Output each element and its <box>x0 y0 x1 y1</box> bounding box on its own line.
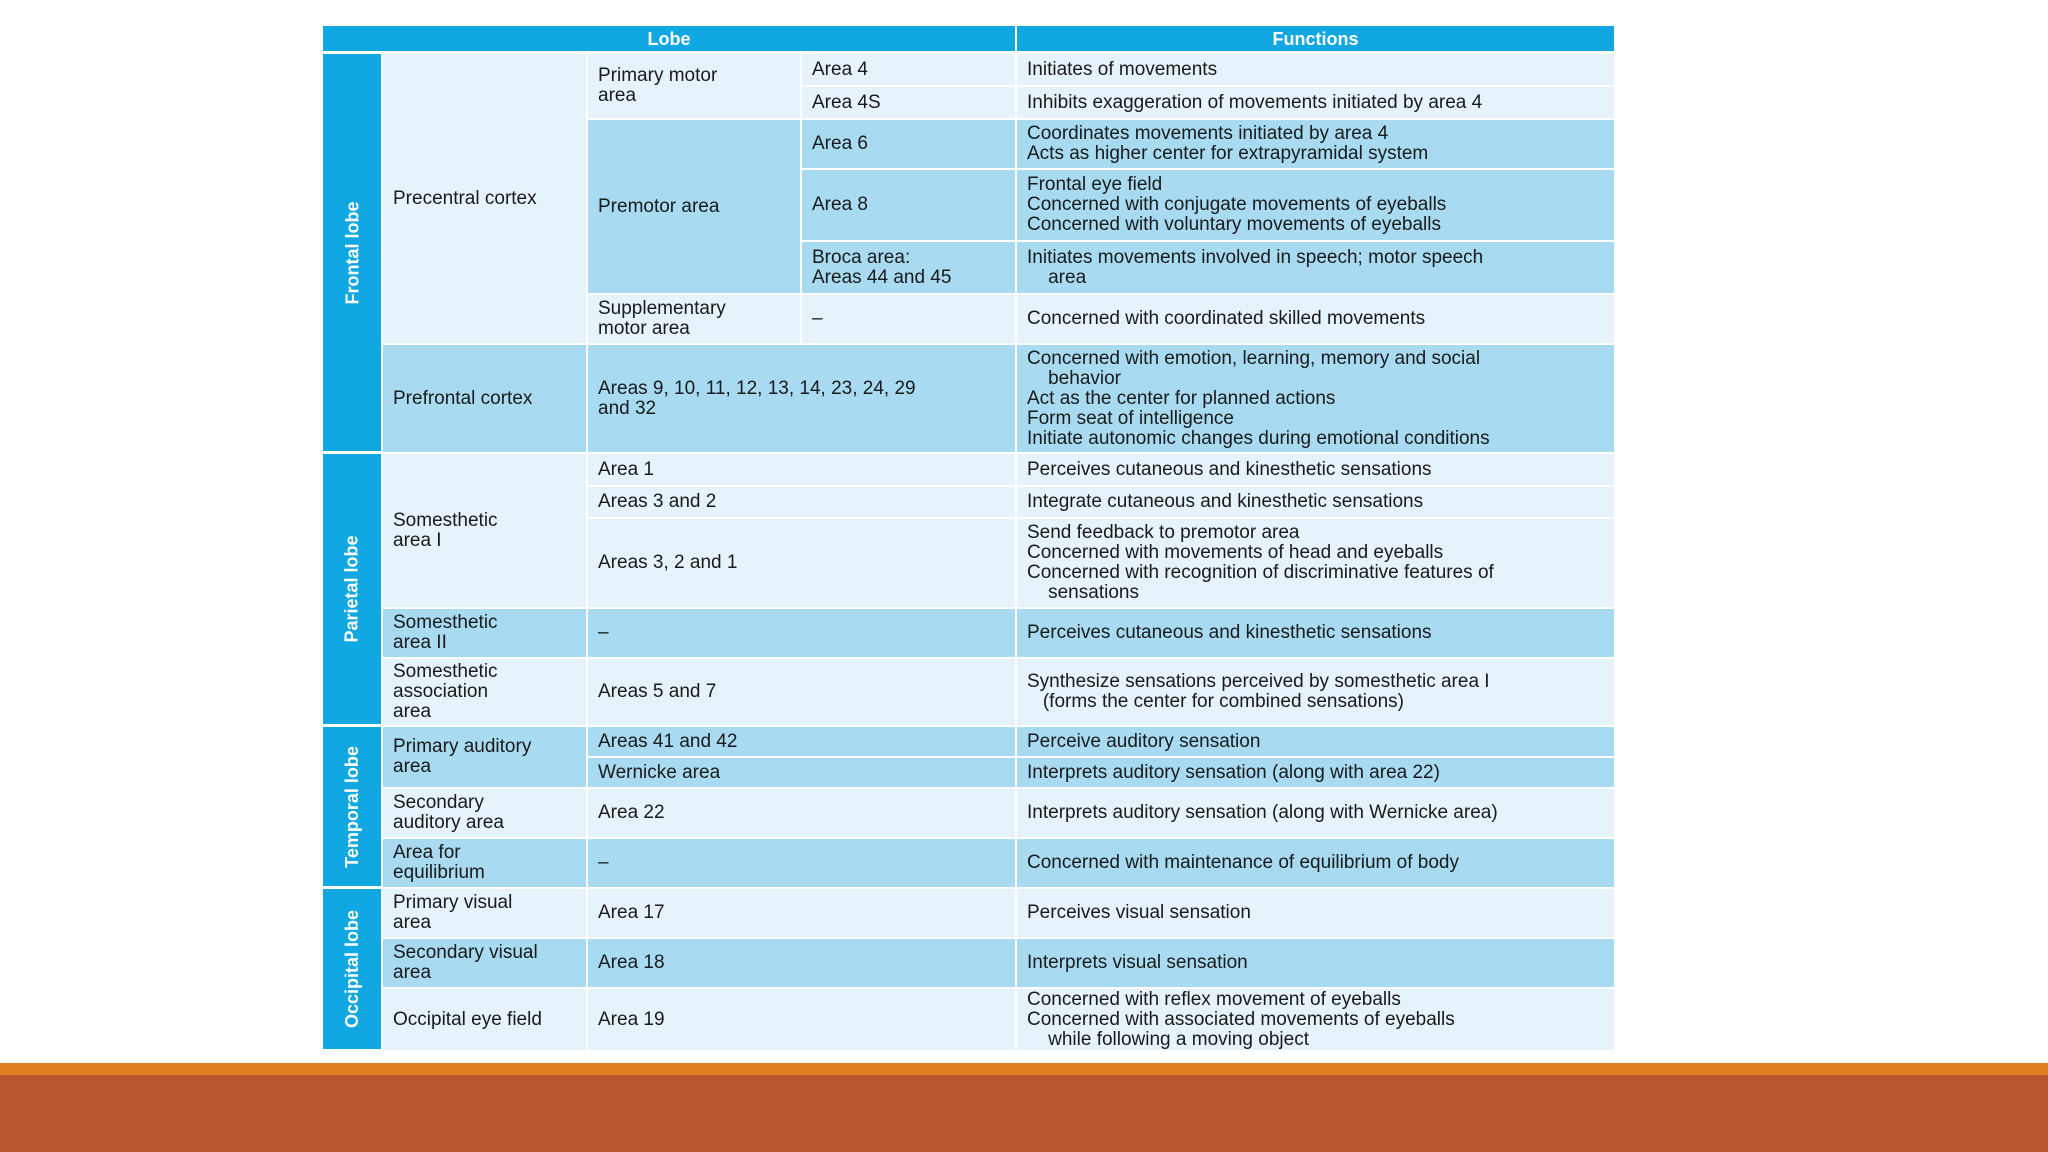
area-cell: Area 22 <box>588 789 1017 839</box>
function-cell <box>1017 87 1616 120</box>
function-line: Concerned with emotion, learning, memory and social <box>1027 347 1481 369</box>
function-cell <box>1017 839 1616 889</box>
function-line: Initiates of movements <box>1027 58 1218 80</box>
area-cell: Area 1 <box>588 454 1017 487</box>
function-line: Acts as higher center for extrapyramidal system <box>1027 143 1429 164</box>
area-cell: Areas 9, 10, 11, 12, 13, 14, 23, 24, 29 and 32 <box>588 345 1017 454</box>
area-cell: – <box>588 839 1017 889</box>
function-cell <box>1017 454 1616 487</box>
function-line: Integrate cutaneous and kinesthetic sensations <box>1027 491 1424 512</box>
region-secondary-auditory: Secondary auditory area <box>383 789 588 839</box>
column-header-functions: Functions <box>1017 26 1616 54</box>
function-line: Act as the center for planned actions <box>1027 387 1336 409</box>
lobe-label-occipital <box>323 889 383 1052</box>
area-cell: – <box>588 609 1017 659</box>
table-grid <box>323 26 1616 1052</box>
function-line: Perceives cutaneous and kinesthetic sensations <box>1027 458 1432 480</box>
function-line: Frontal eye field <box>1027 174 1163 195</box>
area-cell: Areas 41 and 42 <box>588 727 1017 758</box>
function-line: (forms the center for combined sensations) <box>1027 691 1404 712</box>
region-somesthetic-association: Somesthetic association area <box>383 659 588 727</box>
region-primary-visual: Primary visual area <box>383 889 588 939</box>
region-somesthetic-area-1: Somesthetic area I <box>383 454 588 609</box>
function-line: Form seat of intelligence <box>1027 407 1234 429</box>
lobe-label-occipital-text: Occipital lobe <box>342 909 362 1029</box>
lobe-label-frontal-text: Frontal lobe <box>342 201 362 304</box>
function-cell <box>1017 659 1616 727</box>
function-cell <box>1017 727 1616 758</box>
function-line: while following a moving object <box>1027 1028 1309 1050</box>
function-line: Concerned with coordinated skilled movements <box>1027 308 1426 329</box>
function-line: Synthesize sensations perceived by somesthetic area I <box>1027 671 1490 692</box>
lobe-label-frontal <box>323 54 383 454</box>
function-line: Concerned with associated movements of eyeballs <box>1027 1008 1455 1030</box>
area-cell: Broca area: Areas 44 and 45 <box>802 242 1017 295</box>
function-line: area <box>1027 266 1087 288</box>
function-cell <box>1017 170 1616 242</box>
function-line: Interprets visual sensation <box>1027 952 1248 973</box>
function-line: Perceives cutaneous and kinesthetic sensations <box>1027 622 1432 643</box>
function-cell <box>1017 939 1616 989</box>
function-cell <box>1017 989 1616 1052</box>
function-cell <box>1017 487 1616 519</box>
lobe-label-temporal-text: Temporal lobe <box>342 745 362 868</box>
function-line: Concerned with reflex movement of eyeballs <box>1027 988 1401 1010</box>
subarea-primary-motor: Primary motor area <box>588 54 802 120</box>
function-cell <box>1017 758 1616 789</box>
function-cell <box>1017 789 1616 839</box>
function-cell <box>1017 295 1616 345</box>
lobe-label-parietal <box>323 454 383 727</box>
area-cell: Area 6 <box>802 120 1017 170</box>
function-line: Inhibits exaggeration of movements initiated by area 4 <box>1027 91 1483 113</box>
function-cell <box>1017 345 1616 454</box>
area-cell: Areas 5 and 7 <box>588 659 1017 727</box>
area-cell: Area 19 <box>588 989 1017 1052</box>
function-line: Initiates movements involved in speech; motor speech <box>1027 246 1484 268</box>
area-cell: Areas 3, 2 and 1 <box>588 519 1017 609</box>
area-cell: Area 18 <box>588 939 1017 989</box>
region-prefrontal-cortex: Prefrontal cortex <box>383 345 588 454</box>
region-occipital-eye-field: Occipital eye field <box>383 989 588 1052</box>
lobe-label-temporal <box>323 727 383 889</box>
region-primary-auditory: Primary auditory area <box>383 727 588 789</box>
function-cell <box>1017 519 1616 609</box>
function-cell <box>1017 120 1616 170</box>
accent-line <box>0 1063 2048 1075</box>
function-line: behavior <box>1027 367 1121 389</box>
function-cell <box>1017 242 1616 295</box>
area-cell: Area 8 <box>802 170 1017 242</box>
area-cell: Area 17 <box>588 889 1017 939</box>
function-line: Concerned with maintenance of equilibrium of body <box>1027 852 1459 873</box>
subarea-premotor: Premotor area <box>588 120 802 295</box>
lobe-label-parietal-text: Parietal lobe <box>342 535 363 643</box>
region-precentral-cortex: Precentral cortex <box>383 54 588 345</box>
function-line: Interprets auditory sensation (along with area 22) <box>1027 761 1440 783</box>
brain-lobes-table <box>323 26 1616 1052</box>
function-line: Initiate autonomic changes during emotional conditions <box>1027 427 1490 449</box>
area-cell: Area 4 <box>802 54 1017 87</box>
area-cell: Area 4S <box>802 87 1017 120</box>
region-somesthetic-area-2: Somesthetic area II <box>383 609 588 659</box>
function-line: Concerned with conjugate movements of eyeballs <box>1027 194 1447 215</box>
function-line: Concerned with movements of head and eyeballs <box>1027 542 1444 563</box>
subarea-supplementary-motor: Supplementary motor area <box>588 295 802 345</box>
area-cell: Wernicke area <box>588 758 1017 789</box>
function-line: sensations <box>1027 582 1139 603</box>
function-line: Concerned with recognition of discriminative features of <box>1027 562 1494 583</box>
function-line: Send feedback to premotor area <box>1027 522 1300 543</box>
region-equilibrium: Area for equilibrium <box>383 839 588 889</box>
function-cell <box>1017 889 1616 939</box>
function-cell <box>1017 609 1616 659</box>
function-cell <box>1017 54 1616 87</box>
column-header-lobe: Lobe <box>323 26 1017 54</box>
area-cell: – <box>802 295 1017 345</box>
region-secondary-visual: Secondary visual area <box>383 939 588 989</box>
function-line: Interprets auditory sensation (along with Wernicke area) <box>1027 802 1498 823</box>
area-cell: Areas 3 and 2 <box>588 487 1017 519</box>
function-line: Coordinates movements initiated by area 4 <box>1027 123 1389 144</box>
footer-band <box>0 1075 2048 1152</box>
function-line: Concerned with voluntary movements of eyeballs <box>1027 214 1441 235</box>
function-line: Perceives visual sensation <box>1027 902 1251 923</box>
function-line: Perceive auditory sensation <box>1027 730 1261 752</box>
